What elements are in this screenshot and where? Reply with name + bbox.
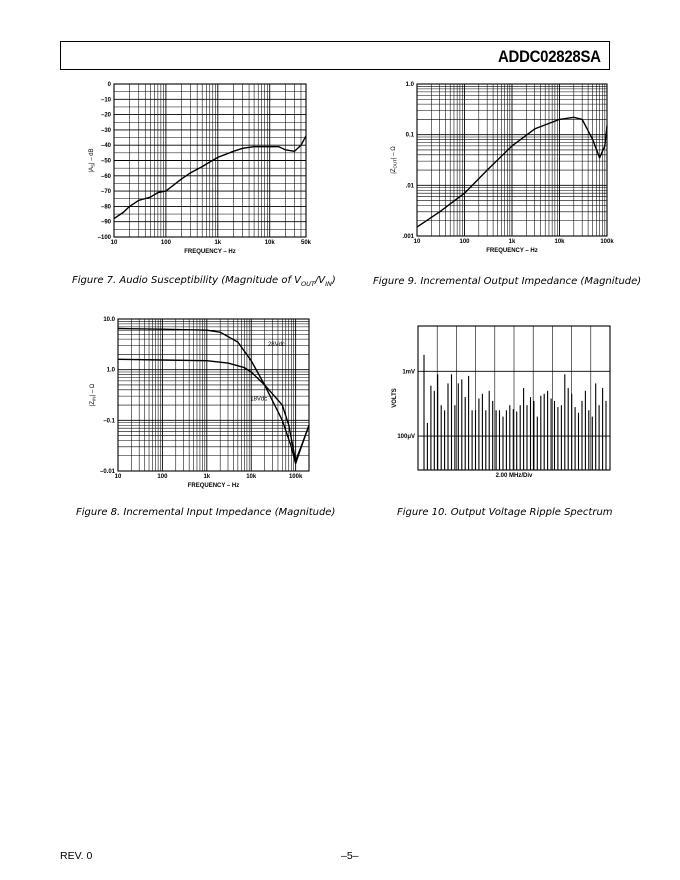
y-tick-label: –60: [100, 173, 111, 180]
x-tick-label: 10: [114, 474, 122, 480]
y-tick-label: –10: [100, 97, 111, 104]
x-tick-label: 1k: [508, 239, 516, 245]
y-tick-label: 0: [107, 82, 111, 88]
y-tick-label: –90: [100, 219, 111, 226]
y-axis-label-sub: S: [90, 164, 96, 168]
x-tick-label: 10: [413, 239, 421, 245]
x-axis-label: 2.00 MHz/Div: [495, 473, 533, 479]
figure-8-chart: [90, 317, 309, 489]
y-tick-label: –40: [100, 143, 111, 150]
figure-7-chart: [89, 82, 312, 255]
y-tick-label: .01: [405, 183, 414, 190]
y-axis-label-sub: IN: [91, 396, 97, 401]
y-tick-label: 0.1: [405, 132, 414, 139]
x-tick-label: 100: [157, 474, 168, 480]
figure-9-caption: Figure 9. Incremental Output Impedance (Magnitude): [373, 276, 642, 287]
figure-10-caption: Figure 10. Output Voltage Ripple Spectrum: [397, 507, 613, 518]
y-tick-label: –100: [97, 235, 111, 241]
y-tick-label: –0.1: [103, 418, 115, 425]
y-level-label-1mv: 1mV: [402, 369, 415, 376]
y-axis-label-tail: | – Ω: [90, 383, 96, 397]
x-tick-label: 10k: [246, 474, 257, 480]
document-id: ADDC02828SA: [498, 47, 601, 66]
x-tick-label: 100k: [288, 474, 303, 480]
x-tick-label: 50k: [300, 240, 312, 246]
y-tick-label: –80: [100, 204, 111, 211]
x-tick-label: 1k: [214, 240, 222, 246]
y-level-label-100uv: 100μV: [397, 434, 415, 441]
x-tick-label: 100k: [600, 239, 614, 245]
y-axis-label-sub: OUT: [392, 158, 398, 169]
x-tick-label: 100: [459, 239, 470, 245]
page-number: –5–: [341, 850, 359, 862]
y-axis-label: VOLTS: [392, 388, 398, 408]
figure-8-caption: Figure 8. Incremental Input Impedance (Magnitude): [76, 507, 336, 518]
grid: [114, 84, 306, 237]
x-tick-label: 10k: [554, 239, 565, 245]
annotation-28vdc: 28Vdc: [267, 342, 285, 349]
y-axis-label: [391, 146, 398, 174]
figure-7-caption: Figure 7. Audio Susceptibility (Magnitude of $V_{OUT}/V_{IN}$): [72, 275, 336, 288]
y-tick-label: 1.0: [106, 367, 115, 374]
x-tick-label: 1k: [203, 474, 211, 480]
y-axis-label-main: |Z: [391, 168, 397, 174]
y-axis-label-main: |Z: [90, 400, 96, 407]
y-tick-label: –0.01: [99, 469, 115, 475]
y-tick-label: 1.0: [405, 82, 414, 88]
y-tick-label: –20: [100, 112, 111, 119]
annotation-18vdc: 18Vdc: [250, 396, 268, 403]
grid: [417, 84, 607, 236]
x-tick-label: 10k: [264, 240, 275, 246]
y-tick-label: .001: [402, 234, 414, 240]
x-tick-label: 10: [110, 240, 118, 246]
x-axis-label: FREQUENCY – Hz: [187, 483, 240, 489]
figure-9-chart: [391, 82, 614, 254]
y-tick-label: –30: [100, 127, 111, 134]
y-tick-label: –70: [100, 189, 111, 196]
y-axis-label-main: |A: [89, 167, 95, 173]
y-tick-label: –50: [100, 158, 111, 165]
x-axis-label: FREQUENCY – Hz: [486, 248, 538, 254]
figure-10-chart: [392, 326, 610, 479]
y-axis-label: [90, 383, 97, 406]
y-axis-label: [89, 148, 96, 172]
x-tick-label: 100: [160, 240, 171, 246]
y-axis-label-tail: | – dB: [89, 148, 95, 164]
y-tick-label: 10.0: [103, 317, 115, 323]
x-axis-label: FREQUENCY – Hz: [184, 249, 236, 255]
y-axis-label-tail: | – Ω: [391, 146, 397, 159]
revision-label: REV. 0: [60, 850, 93, 862]
